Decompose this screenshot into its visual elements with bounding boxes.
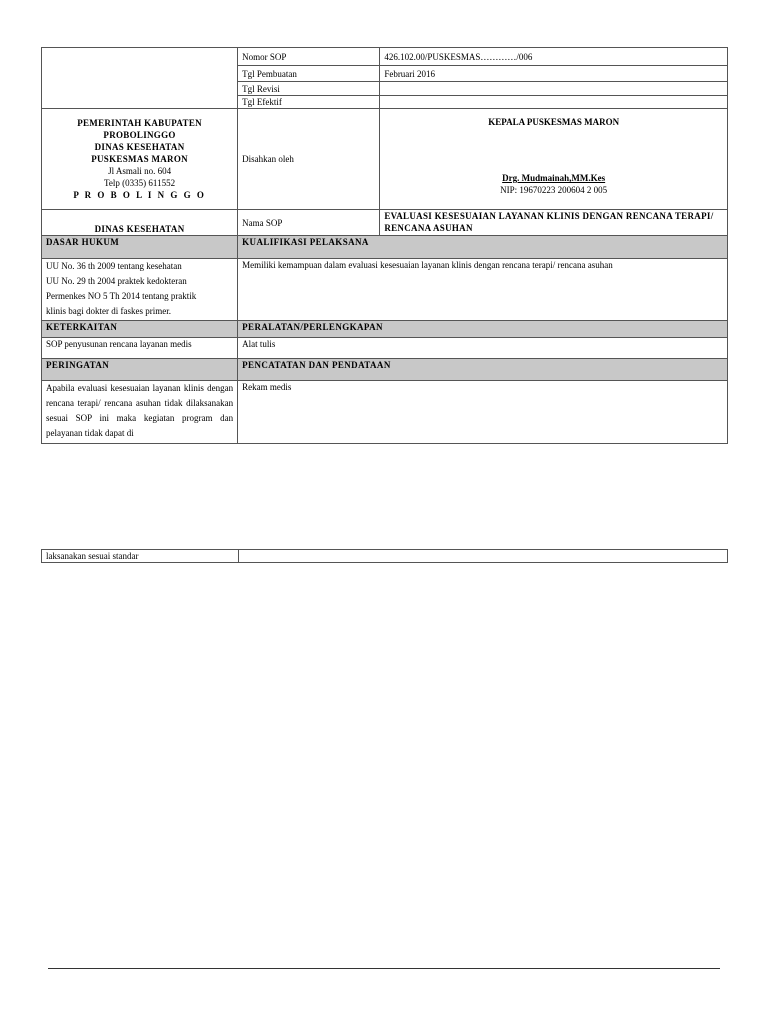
peringatan-heading: PERINGATAN (42, 359, 238, 381)
continuation-text: laksanakan sesuai standar (42, 550, 239, 563)
pencatatan-text: Rekam medis (238, 381, 728, 444)
institution-line3: DINAS KESEHATAN (94, 142, 185, 152)
approval-label: Disahkan oleh (238, 109, 380, 210)
dasar-hukum-heading: DASAR HUKUM (42, 236, 238, 259)
nomor-sop-value: 426.102.00/PUSKESMAS…………/006 (380, 48, 728, 66)
dasar-hukum-item: UU No. 29 th 2004 praktek kedokteran (46, 276, 187, 286)
approval-block (380, 109, 728, 210)
kualifikasi-heading: KUALIFIKASI PELAKSANA (238, 236, 728, 259)
tgl-revisi-value (380, 82, 728, 96)
dasar-hukum-item: Permenkes NO 5 Th 2014 tentang praktik (46, 291, 197, 301)
institution-phone: Telp (0335) 611552 (104, 178, 176, 188)
dept-label: DINAS KESEHATAN (42, 210, 238, 236)
approval-title: KEPALA PUSKESMAS MARON (488, 117, 620, 127)
institution-block (42, 109, 238, 210)
tgl-pembuatan-value: Februari 2016 (380, 66, 728, 82)
footer-rule (48, 968, 720, 969)
approval-name: Drg. Mudmainah,MM.Kes (502, 173, 606, 183)
peralatan-heading: PERALATAN/PERLENGKAPAN (238, 321, 728, 338)
nomor-sop-label: Nomor SOP (238, 48, 380, 66)
institution-line2: PROBOLINGGO (103, 130, 176, 140)
approval-nip: NIP: 19670223 200604 2 005 (500, 185, 608, 195)
continuation-empty-cell (239, 550, 728, 563)
sop-header-table (41, 47, 728, 444)
dasar-hukum-list (42, 259, 238, 321)
continuation-table (41, 549, 728, 563)
institution-line4: PUSKESMAS MARON (91, 154, 188, 164)
tgl-pembuatan-label: Tgl Pembuatan (238, 66, 380, 82)
keterkaitan-text: SOP penyusunan rencana layanan medis (42, 338, 238, 359)
dasar-hukum-item: UU No. 36 th 2009 tentang kesehatan (46, 261, 182, 271)
dasar-hukum-item: klinis bagi dokter di faskes primer. (46, 306, 171, 316)
tgl-efektif-value (380, 96, 728, 109)
tgl-revisi-label: Tgl Revisi (238, 82, 380, 96)
peringatan-text: Apabila evaluasi kesesuaian layanan klinis dengan rencana terapi/ rencana asuhan tidak dilaksanakan sesuai SOP ini maka kegiatan program dan pelayanan tidak dapat di (42, 381, 238, 444)
keterkaitan-heading: KETERKAITAN (42, 321, 238, 338)
institution-line1: PEMERINTAH KABUPATEN (77, 118, 202, 128)
institution-city: P R O B O L I N G G O (73, 190, 206, 200)
blank-logo-cell (42, 48, 238, 109)
nama-sop-value: EVALUASI KESESUAIAN LAYANAN KLINIS DENGAN RENCANA TERAPI/ RENCANA ASUHAN (380, 210, 728, 236)
nama-sop-label: Nama SOP (238, 210, 380, 236)
peralatan-text: Alat tulis (238, 338, 728, 359)
tgl-efektif-label: Tgl Efektif (238, 96, 380, 109)
pencatatan-heading: PENCATATAN DAN PENDATAAN (238, 359, 728, 381)
institution-address: Jl Asmali no. 604 (108, 166, 172, 176)
kualifikasi-text: Memiliki kemampuan dalam evaluasi kesesuaian layanan klinis dengan rencana terapi/ rencana asuhan (238, 259, 728, 321)
